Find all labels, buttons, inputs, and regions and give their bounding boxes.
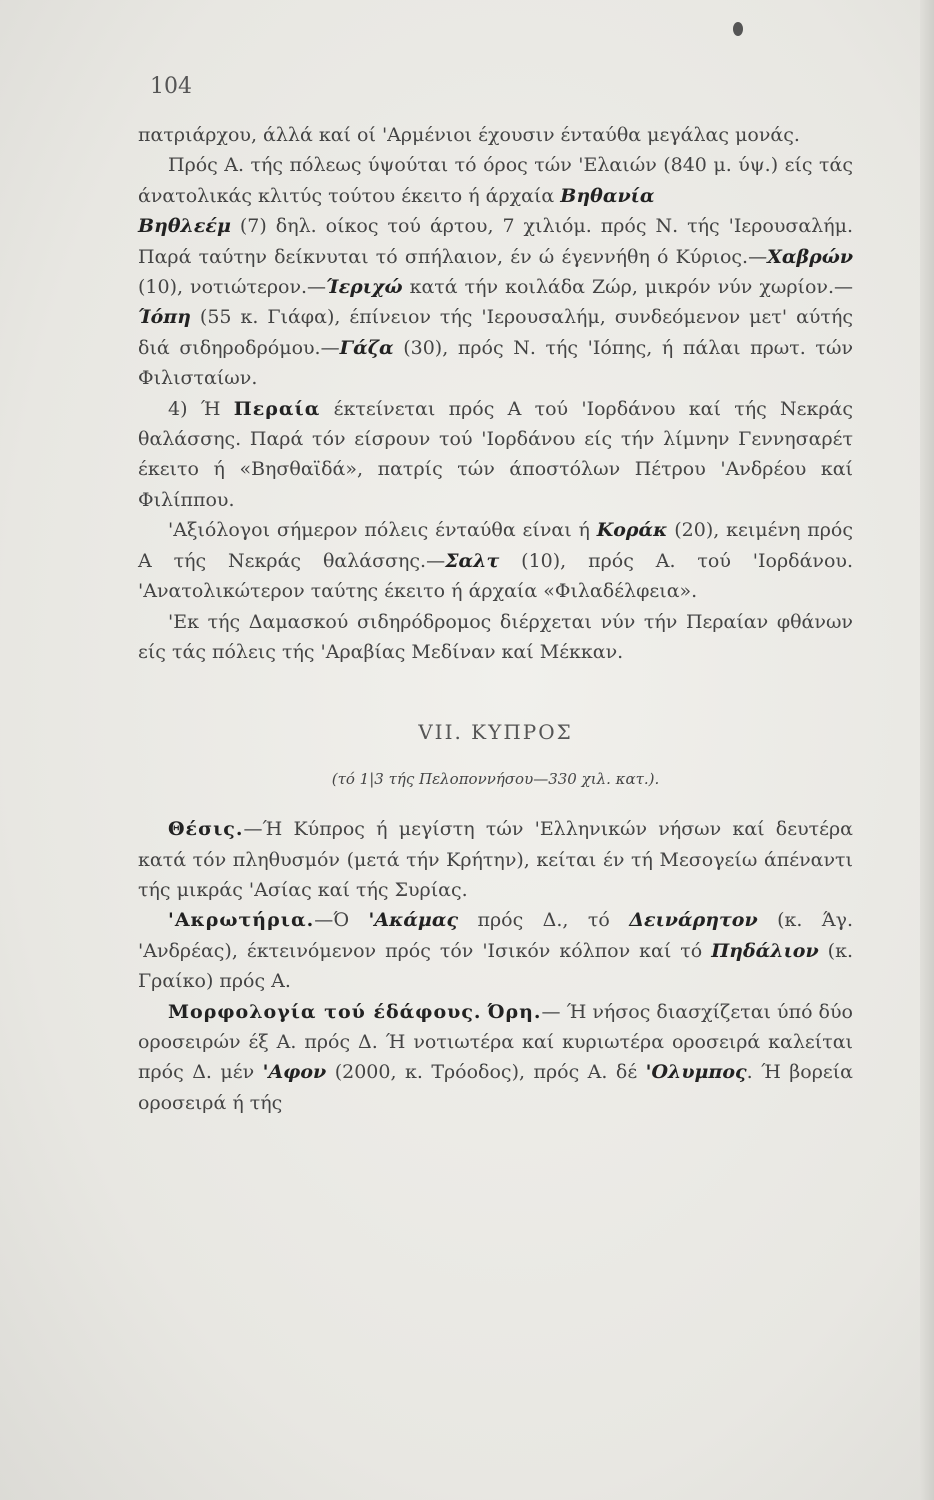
text-run: (7) δηλ. οίκος τού άρτου, 7 χιλιόμ. πρός Ν. τής 'Ιερουσαλήμ. Παρά ταύτην δείκνυται τό σπήλαιον, έν ώ έγεννήθη ό Κύριος.— [138,215,853,268]
place-jericho: Ίεριχώ [326,276,403,299]
place-akamas: 'Ακάμας [368,909,459,932]
text-run: Πρός Α. τής πόλεως ύψούται τό όρος τών 'Ελαιών (840 μ. ύψ.) είς τάς άνατολικάς κλιτύς τούτου έκειτο ή άρχαία [138,154,853,207]
place-joppa: Ίόπη [138,306,191,329]
text-run: (2000, κ. Τρόοδος), πρός Α. δέ [326,1061,646,1084]
place-gaza: Γάζα [339,336,394,359]
text-run: 'Αξιόλογοι σήμερον πόλεις ένταύθα είναι ή [168,519,597,542]
paragraph-peraea [138,394,853,516]
text-run: (30), πρός Ν. τής 'Ιόπης, ή πάλαι πρωτ. τών Φιλισταίων. [138,336,853,390]
paragraph-armenians: πατριάρχου, άλλά καί οί 'Αρμένιοι έχουσιν ένταύθα μεγάλας μονάς. [138,124,800,146]
place-bethlehem: Βηθλεέμ [138,215,231,238]
paragraph-morphology [138,997,853,1119]
text-run: —Ό [314,909,369,932]
term-position: Θέσις. [168,818,244,841]
text-run: (10), νοτιώτερον.— [138,276,327,299]
text-run: — Ή νήσος διασχίζεται ύπό δύο οροσειρών έξ Α. πρός Δ. Ή νοτιωτέρα καί κυριωτέρα οροσειρά καλείται πρός Δ. μέν [138,1000,853,1084]
paragraph-notable-cities [138,515,853,606]
place-pedalion: Πηδάλιον [711,939,819,962]
chapter-title: VII. ΚΥΠΡΟΣ [418,720,573,745]
page-edge [920,0,934,1500]
text-run: (55 κ. Γιάφα), έπίνειον τής 'Ιερουσαλήμ, συνδεόμενον μετ' αύτής διά σιδηροδρόμου.— [138,306,853,359]
text-run: (10), πρός Α. τού 'Ιορδάνου. 'Ανατολικώτερον ταύτης έκειτο ή άρχαία «Φιλαδέλφεια». [138,549,853,603]
text-run: . Ή βορεία οροσειρά ή τής [138,1061,853,1114]
term-morphology: Μορφολογία τού έδάφους. [168,1000,482,1023]
ink-spot [733,22,743,36]
term-capes: 'Ακρωτήρια. [168,909,315,932]
text-run: (κ. Άγ. 'Ανδρέας), έκτεινόμενον πρός τόν 'Ισικόν κόλπον καί τό [138,909,853,962]
text-run: (20), κειμένη πρός Α τής Νεκράς θαλάσσης.— [138,519,853,572]
paragraph-position [138,814,853,905]
paragraph-capes [138,905,853,996]
text-run: πρός Δ., τό [458,909,630,932]
text-run: κατά τήν κοιλάδα Ζώρ, μικρόν νύν χωρίον.— [402,276,854,299]
place-deinaretos: Δεινάρητον [629,909,758,932]
text-run: (κ. Γραίκο) πρός Α. [138,939,853,993]
paragraph-east-of-city [138,150,853,393]
text-run: 4) Ή [168,397,234,420]
term-mountains: Όρη. [487,1000,542,1023]
paragraph-railway: 'Εκ τής Δαμασκού σιδηρόδρομος διέρχεται νύν τήν Περαίαν φθάνων είς τάς πόλεις τής 'Αραβίας Μεδίναν καί Μέκκαν. [138,610,853,663]
text-run: έκτείνεται πρός Α τού 'Ιορδάνου καί τής Νεκράς θαλάσσης. Παρά τόν είσρουν τού 'Ιορδάνου είς τήν λίμνην Γεννησαρέτ έκειτο ή «Βησθαϊδά», πατρίς τών άποστόλων Πέτρου 'Ανδρέου καί Φιλίππου. [138,397,853,511]
place-bethany: Βηθανία [560,184,655,207]
term-peraea: Περαία [233,397,321,420]
body-text [138,120,853,1118]
place-aphon: 'Αφον [262,1061,327,1084]
place-salt: Σαλτ [445,549,500,572]
place-olympus: 'Ολυμπος [645,1061,747,1084]
chapter-subtitle: (τό 1|3 τής Πελοποννήσου—330 χιλ. κατ.). [331,769,660,788]
place-hebron: Χαβρών [767,245,853,268]
text-run: —Ή Κύπρος ή μεγίστη τών 'Ελληνικών νήσων καί δευτέρα κατά τόν πληθυσμόν (μετά τήν Κρήτην), κείται έν τή Μεσογείω άπέναντι τής μικράς 'Ασίας καί τής Συρίας. [138,818,853,901]
page-number: 104 [150,74,192,99]
place-kerak: Κοράκ [596,519,668,542]
